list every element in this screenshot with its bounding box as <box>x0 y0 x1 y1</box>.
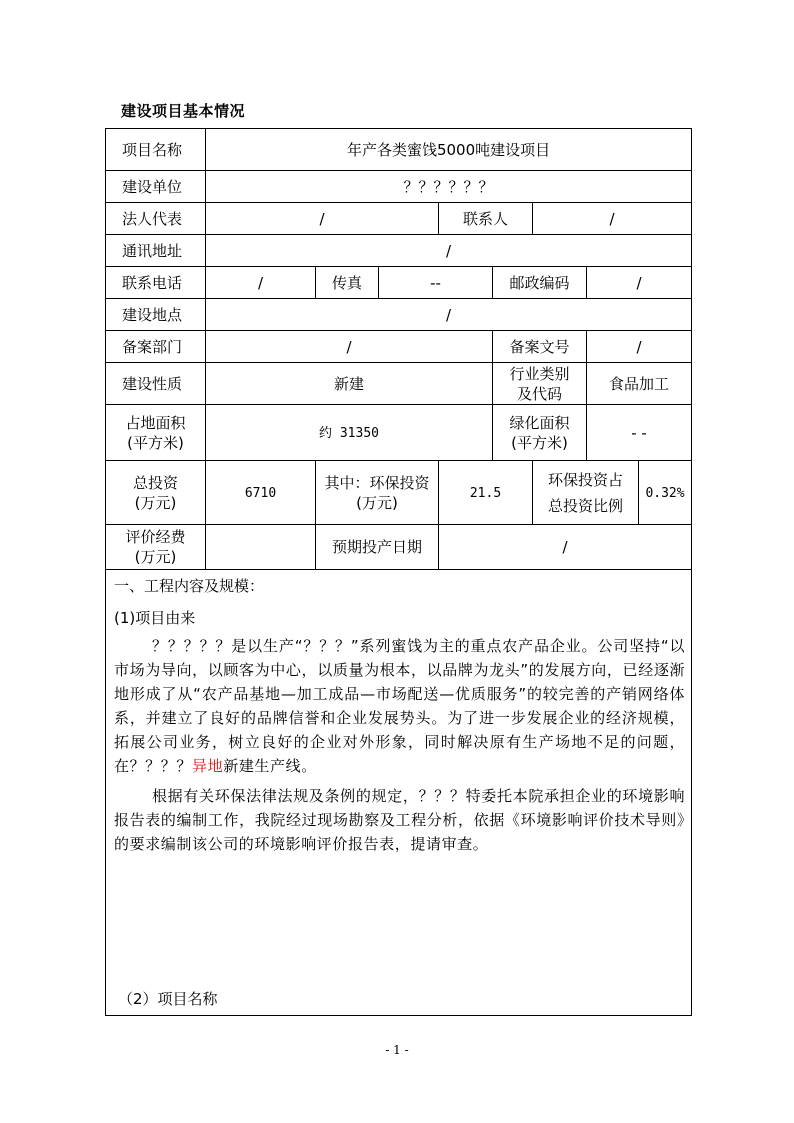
production-date-value: / <box>439 525 692 570</box>
industry-label-line1: 行业类别 <box>509 364 570 383</box>
nature-label: 建设性质 <box>106 363 206 405</box>
fax-value: -- <box>379 267 493 299</box>
total-investment-value <box>206 461 316 525</box>
total-investment-value-text: 6710 <box>244 485 277 501</box>
filing-dept-value: / <box>206 331 493 363</box>
filing-dept-label: 备案部门 <box>106 331 206 363</box>
env-ratio-label-line2: 总投资比例 <box>547 496 623 515</box>
project-name-label: 项目名称 <box>106 129 206 171</box>
env-ratio-label <box>533 461 639 525</box>
postcode-label: 邮政编码 <box>493 267 587 299</box>
industry-label-line2: 及代码 <box>516 384 562 403</box>
nature-value: 新建 <box>206 363 493 405</box>
project-name-value: 年产各类蜜饯5000吨建设项目 <box>206 129 692 171</box>
page-title: 建设项目基本情况 <box>121 102 246 120</box>
paragraph-1 <box>114 634 685 778</box>
section-heading: 一、工程内容及规模： <box>114 577 265 595</box>
address-value: / <box>206 235 692 267</box>
location-label: 建设地点 <box>106 299 206 331</box>
builder-label: 建设单位 <box>106 171 206 203</box>
page-number: - 1 - <box>385 1043 409 1057</box>
green-area-label <box>493 405 587 461</box>
legal-rep-value: / <box>206 203 439 235</box>
item-2-heading: （2）项目名称 <box>118 990 218 1008</box>
phone-label: 联系电话 <box>106 267 206 299</box>
green-area-label-line2: (平方米) <box>511 433 568 452</box>
row-project-name <box>106 129 692 171</box>
content-body <box>106 570 691 856</box>
area-label-line1: 占地面积 <box>125 413 186 432</box>
industry-label <box>493 363 587 405</box>
total-investment-label <box>106 461 206 525</box>
row-area <box>106 405 692 461</box>
total-investment-label-line1: 总投资 <box>132 473 178 492</box>
row-filing <box>106 331 692 363</box>
area-label <box>106 405 206 461</box>
contact-label: 联系人 <box>439 203 533 235</box>
env-ratio-value-text: 0.32% <box>645 485 685 501</box>
contact-value: / <box>533 203 692 235</box>
production-date-label: 预期投产日期 <box>316 525 439 570</box>
project-info-table <box>105 128 692 1016</box>
row-content <box>106 570 692 1016</box>
paragraph-1-end: 新建生产线。 <box>223 757 317 775</box>
fee-label-line1: 评价经费 <box>125 528 186 546</box>
area-value <box>206 405 493 461</box>
env-investment-value-text: 21.5 <box>469 485 502 501</box>
builder-value: ？？？？？？ <box>206 171 692 203</box>
row-address <box>106 235 692 267</box>
row-fee <box>106 525 692 570</box>
row-builder <box>106 171 692 203</box>
env-investment-value <box>439 461 533 525</box>
legal-rep-label: 法人代表 <box>106 203 206 235</box>
row-legal-rep <box>106 203 692 235</box>
env-ratio-label-line1: 环保投资占 <box>547 470 623 489</box>
green-area-label-line1: 绿化面积 <box>509 413 570 432</box>
row-investment <box>106 461 692 525</box>
paragraph-1-highlight: 异地 <box>192 757 224 775</box>
area-value-text: 约 31350 <box>319 425 379 441</box>
phone-value: / <box>206 267 316 299</box>
fee-value <box>206 525 316 570</box>
location-value: / <box>206 299 692 331</box>
filing-doc-value: / <box>587 331 692 363</box>
row-phone <box>106 267 692 299</box>
row-location <box>106 299 692 331</box>
row-nature <box>106 363 692 405</box>
item-1-heading: (1)项目由来 <box>114 609 196 627</box>
paragraph-1-text: ？？？？？是以生产“？？？”系列蜜饯为主的重点农产品企业。公司坚持“以市场为导向，以顾客为中心，以质量为根本，以品牌为龙头”的发展方向，已经逐渐地形成了从“农产品基地—加工成品—市场配送—优质服务”的较完善的产销网络体系，并建立了良好的品牌信誉和企业发展势头。为了进一步发展企业的经济规模，拓展公司业务，树立良好的企业对外形象，同时解决原有生产场地不足的问题，在？？？？ <box>114 637 686 775</box>
fax-label: 传真 <box>316 267 379 299</box>
env-investment-label-line1: 其中：环保投资 <box>324 473 430 492</box>
address-label: 通讯地址 <box>106 235 206 267</box>
area-label-line2: (平方米) <box>127 433 184 452</box>
env-investment-label-line2: (万元) <box>356 493 398 512</box>
paragraph-2: 根据有关环保法律法规及条例的规定，？？？特委托本院承担企业的环境影响报告表的编制工作，我院经过现场勘察及工程分析，依据《环境影响评价技术导则》的要求编制该公司的环境影响评价报告表，提请审查。 <box>114 787 686 853</box>
filing-doc-label: 备案文号 <box>493 331 587 363</box>
total-investment-label-line2: (万元) <box>134 493 177 512</box>
green-area-value: - - <box>587 405 692 461</box>
content-cell <box>106 570 692 1016</box>
postcode-value: / <box>587 267 692 299</box>
fee-label <box>106 525 206 570</box>
env-investment-label <box>316 461 439 525</box>
fee-label-line2: (万元) <box>134 548 177 566</box>
env-ratio-value <box>639 461 692 525</box>
industry-value: 食品加工 <box>587 363 692 405</box>
